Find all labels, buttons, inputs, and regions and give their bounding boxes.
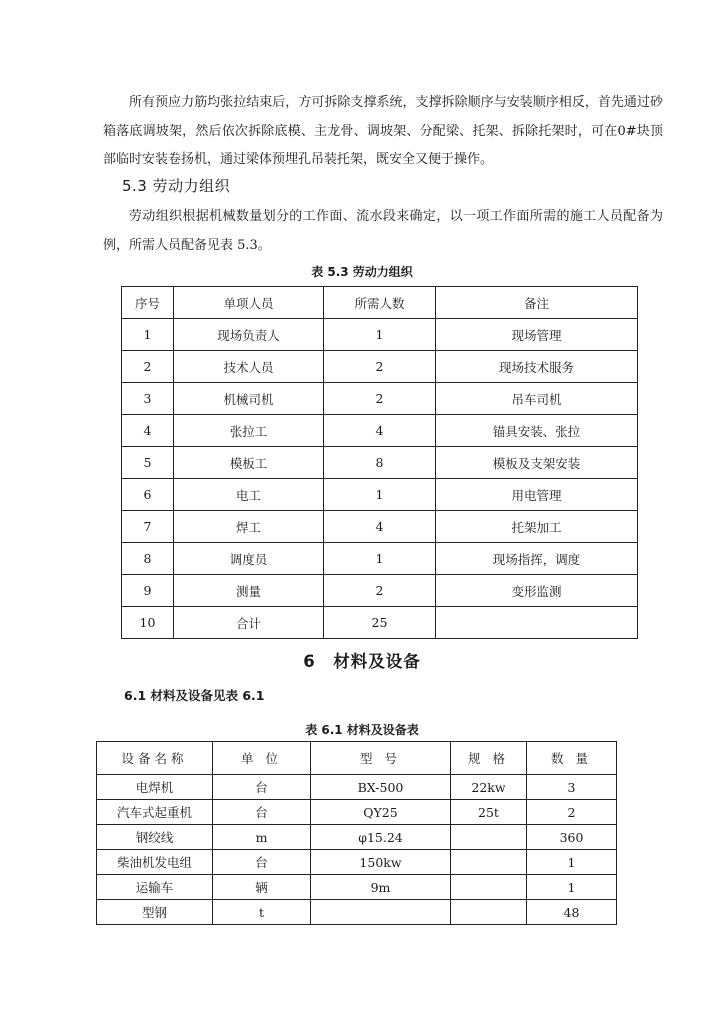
section-heading-5-3: 5.3 劳动力组织: [122, 177, 231, 195]
table-cell: 台: [213, 800, 311, 825]
table-cell: 8: [122, 543, 174, 575]
table-header-row: [122, 287, 638, 319]
table-cell: 5: [122, 447, 174, 479]
table-header-cell: 单项人员: [174, 287, 324, 319]
table-cell: 2: [324, 383, 436, 415]
table-cell: 钢绞线: [97, 825, 213, 850]
table-cell: [451, 825, 527, 850]
table-header-cell: 所需人数: [324, 287, 436, 319]
table-cell: 4: [324, 511, 436, 543]
labor-table-caption: 表 5.3 劳动力组织: [311, 265, 413, 279]
table-cell: [451, 900, 527, 925]
table-cell: 1: [527, 850, 617, 875]
table-cell: 用电管理: [436, 479, 638, 511]
table-cell: 9m: [311, 875, 451, 900]
table-cell: 台: [213, 775, 311, 800]
table-header-cell: 数 量: [527, 742, 617, 775]
table-row: [97, 875, 617, 900]
table-row: [122, 415, 638, 447]
equipment-table-caption: 表 6.1 材料及设备表: [305, 723, 419, 737]
table-row: [122, 383, 638, 415]
table-cell: 25: [324, 607, 436, 639]
table-cell: 汽车式起重机: [97, 800, 213, 825]
table-cell: 1: [324, 479, 436, 511]
table-cell: 电焊机: [97, 775, 213, 800]
table-cell: m: [213, 825, 311, 850]
table-cell: 调度员: [174, 543, 324, 575]
table-cell: 锚具安装、张拉: [436, 415, 638, 447]
table-cell: 1: [324, 319, 436, 351]
equipment-table: [96, 741, 617, 925]
table-cell: 48: [527, 900, 617, 925]
table-header-row: [97, 742, 617, 775]
table-row: [122, 479, 638, 511]
table-row: [97, 900, 617, 925]
table-cell: 150kw: [311, 850, 451, 875]
section-heading-6-1: 6.1 材料及设备见表 6.1: [124, 688, 265, 703]
labor-table: [121, 286, 638, 639]
table-cell: 现场负责人: [174, 319, 324, 351]
table-header-cell: 设备名称: [97, 742, 213, 775]
table-row: [122, 447, 638, 479]
table-row: [97, 825, 617, 850]
table-cell: 9: [122, 575, 174, 607]
table-row: [122, 319, 638, 351]
table-cell: 6: [122, 479, 174, 511]
table-cell: 电工: [174, 479, 324, 511]
table-cell: 模板及支架安装: [436, 447, 638, 479]
table-cell: 台: [213, 850, 311, 875]
table-row: [122, 543, 638, 575]
table-cell: 10: [122, 607, 174, 639]
table-header-cell: 序号: [122, 287, 174, 319]
table-cell: 现场管理: [436, 319, 638, 351]
table-cell: 技术人员: [174, 351, 324, 383]
table-cell: 变形监测: [436, 575, 638, 607]
table-cell: 机械司机: [174, 383, 324, 415]
table-cell: 25t: [451, 800, 527, 825]
table-header-cell: 备注: [436, 287, 638, 319]
table-cell: 型钢: [97, 900, 213, 925]
table-cell: BX-500: [311, 775, 451, 800]
table-row: [122, 575, 638, 607]
table-cell: 合计: [174, 607, 324, 639]
table-cell: 3: [122, 383, 174, 415]
table-cell: 1: [324, 543, 436, 575]
chapter-heading-6: 6 材料及设备: [303, 652, 421, 671]
table-cell: 1: [527, 875, 617, 900]
table-cell: 现场指挥，调度: [436, 543, 638, 575]
table-cell: QY25: [311, 800, 451, 825]
table-cell: φ15.24: [311, 825, 451, 850]
table-cell: 2: [527, 800, 617, 825]
table-cell: 7: [122, 511, 174, 543]
table-cell: 吊车司机: [436, 383, 638, 415]
table-cell: [311, 900, 451, 925]
table-row: [97, 800, 617, 825]
table-row: [122, 511, 638, 543]
table-cell: [436, 607, 638, 639]
table-row: [122, 351, 638, 383]
table-cell: 焊工: [174, 511, 324, 543]
table-cell: 辆: [213, 875, 311, 900]
table-cell: 模板工: [174, 447, 324, 479]
table-row: [122, 607, 638, 639]
table-cell: 托架加工: [436, 511, 638, 543]
table-header-cell: 规 格: [451, 742, 527, 775]
table-cell: 柴油机发电组: [97, 850, 213, 875]
table-cell: 2: [324, 351, 436, 383]
table-row: [97, 850, 617, 875]
table-cell: 22kw: [451, 775, 527, 800]
table-cell: 张拉工: [174, 415, 324, 447]
table-cell: 2: [122, 351, 174, 383]
table-row: [97, 775, 617, 800]
table-header-cell: 单 位: [213, 742, 311, 775]
table-cell: 4: [324, 415, 436, 447]
table-cell: 1: [122, 319, 174, 351]
table-cell: t: [213, 900, 311, 925]
table-header-cell: 型 号: [311, 742, 451, 775]
intro-paragraph: 所有预应力筋均张拉结束后，方可拆除支撑系统，支撑拆除顺序与安装顺序相反，首先通过砂箱落底调坡架，然后依次拆除底模、主龙骨、调坡架、分配梁、托架、拆除托架时，可在0#块顶部临时安装卷扬机，通过梁体预埋孔吊装托架，既安全又便于操作。: [103, 95, 663, 167]
table-cell: 2: [324, 575, 436, 607]
table-cell: 测量: [174, 575, 324, 607]
table-cell: 3: [527, 775, 617, 800]
table-cell: [451, 875, 527, 900]
table-cell: 8: [324, 447, 436, 479]
table-cell: 运输车: [97, 875, 213, 900]
table-cell: 4: [122, 415, 174, 447]
table-cell: 现场技术服务: [436, 351, 638, 383]
table-cell: [451, 850, 527, 875]
labor-paragraph: 劳动组织根据机械数量划分的工作面、流水段来确定，以一项工作面所需的施工人员配备为例，所需人员配备见表 5.3。: [103, 209, 663, 253]
table-cell: 360: [527, 825, 617, 850]
